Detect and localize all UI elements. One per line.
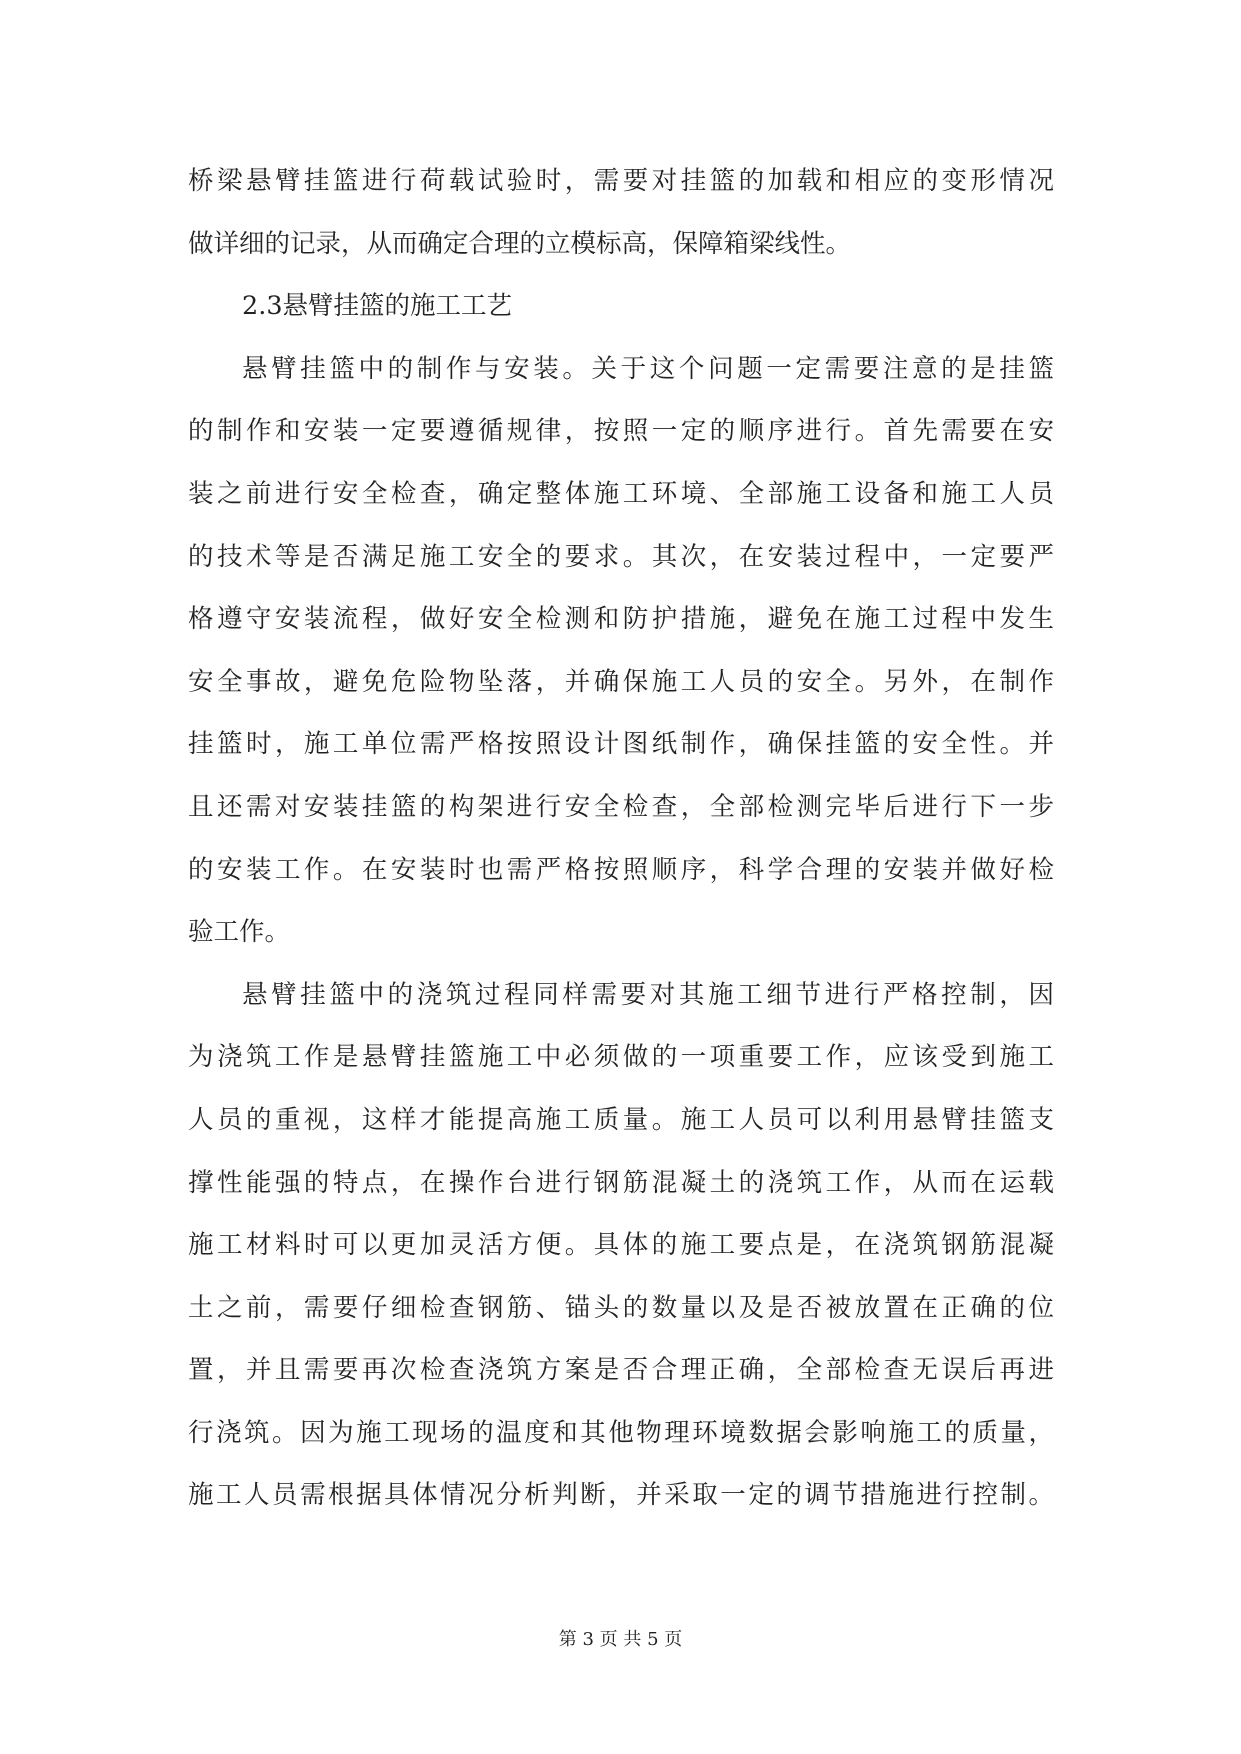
text-line: 安全事故，避免危险物坠落，并确保施工人员的安全。另外，在制作: [188, 666, 1054, 697]
page-number: 第 3 页 共 5 页: [558, 1629, 683, 1650]
text-line: 悬臂挂篮中的浇筑过程同样需要对其施工细节进行严格控制，因: [242, 979, 1054, 1010]
text-line: 且还需对安装挂篮的构架进行安全检查，全部检测完毕后进行下一步: [188, 791, 1054, 822]
text-line: 装之前进行安全检查，确定整体施工环境、全部施工设备和施工人员: [188, 478, 1054, 509]
text-line: 桥梁悬臂挂篮进行荷载试验时，需要对挂篮的加载和相应的变形情况: [188, 166, 1054, 196]
text-line: 人员的重视，这样才能提高施工质量。施工人员可以利用悬臂挂篮支: [188, 1104, 1054, 1135]
text-line: 的技术等是否满足施工安全的要求。其次，在安装过程中，一定要严: [188, 541, 1054, 572]
text-line: 做详细的记录，从而确定合理的立模标高，保障箱梁线性。: [188, 228, 852, 259]
body-text: [188, 150, 1054, 1527]
text-line: 验工作。: [188, 917, 291, 948]
text-line: 为浇筑工作是悬臂挂篮施工中必须做的一项重要工作，应该受到施工: [188, 1042, 1054, 1073]
text-line: 的制作和安装一定要遵循规律，按照一定的顺序进行。首先需要在安: [188, 416, 1054, 447]
text-line: 的安装工作。在安装时也需严格按照顺序，科学合理的安装并做好检: [188, 854, 1054, 885]
text-line: 撑性能强的特点，在操作台进行钢筋混凝土的浇筑工作，从而在运载: [188, 1167, 1054, 1198]
text-line: 行浇筑。因为施工现场的温度和其他物理环境数据会影响施工的质量，: [188, 1417, 1054, 1448]
text-line: 悬臂挂篮中的制作与安装。关于这个问题一定需要注意的是挂篮: [242, 353, 1054, 384]
text-line: 施工材料时可以更加灵活方便。具体的施工要点是，在浇筑钢筋混凝: [188, 1230, 1054, 1261]
text-line: 格遵守安装流程，做好安全检测和防护措施，避免在施工过程中发生: [188, 604, 1054, 635]
section-heading: 2.3悬臂挂篮的施工工艺: [242, 291, 513, 322]
text-line: 挂篮时，施工单位需严格按照设计图纸制作，确保挂篮的安全性。并: [188, 729, 1054, 760]
text-line: 施工人员需根据具体情况分析判断，并采取一定的调节措施进行控制。: [188, 1480, 1054, 1511]
text-line: 土之前，需要仔细检查钢筋、锚头的数量以及是否被放置在正确的位: [188, 1292, 1054, 1323]
text-line: 置，并且需要再次检查浇筑方案是否合理正确，全部检查无误后再进: [188, 1355, 1054, 1386]
